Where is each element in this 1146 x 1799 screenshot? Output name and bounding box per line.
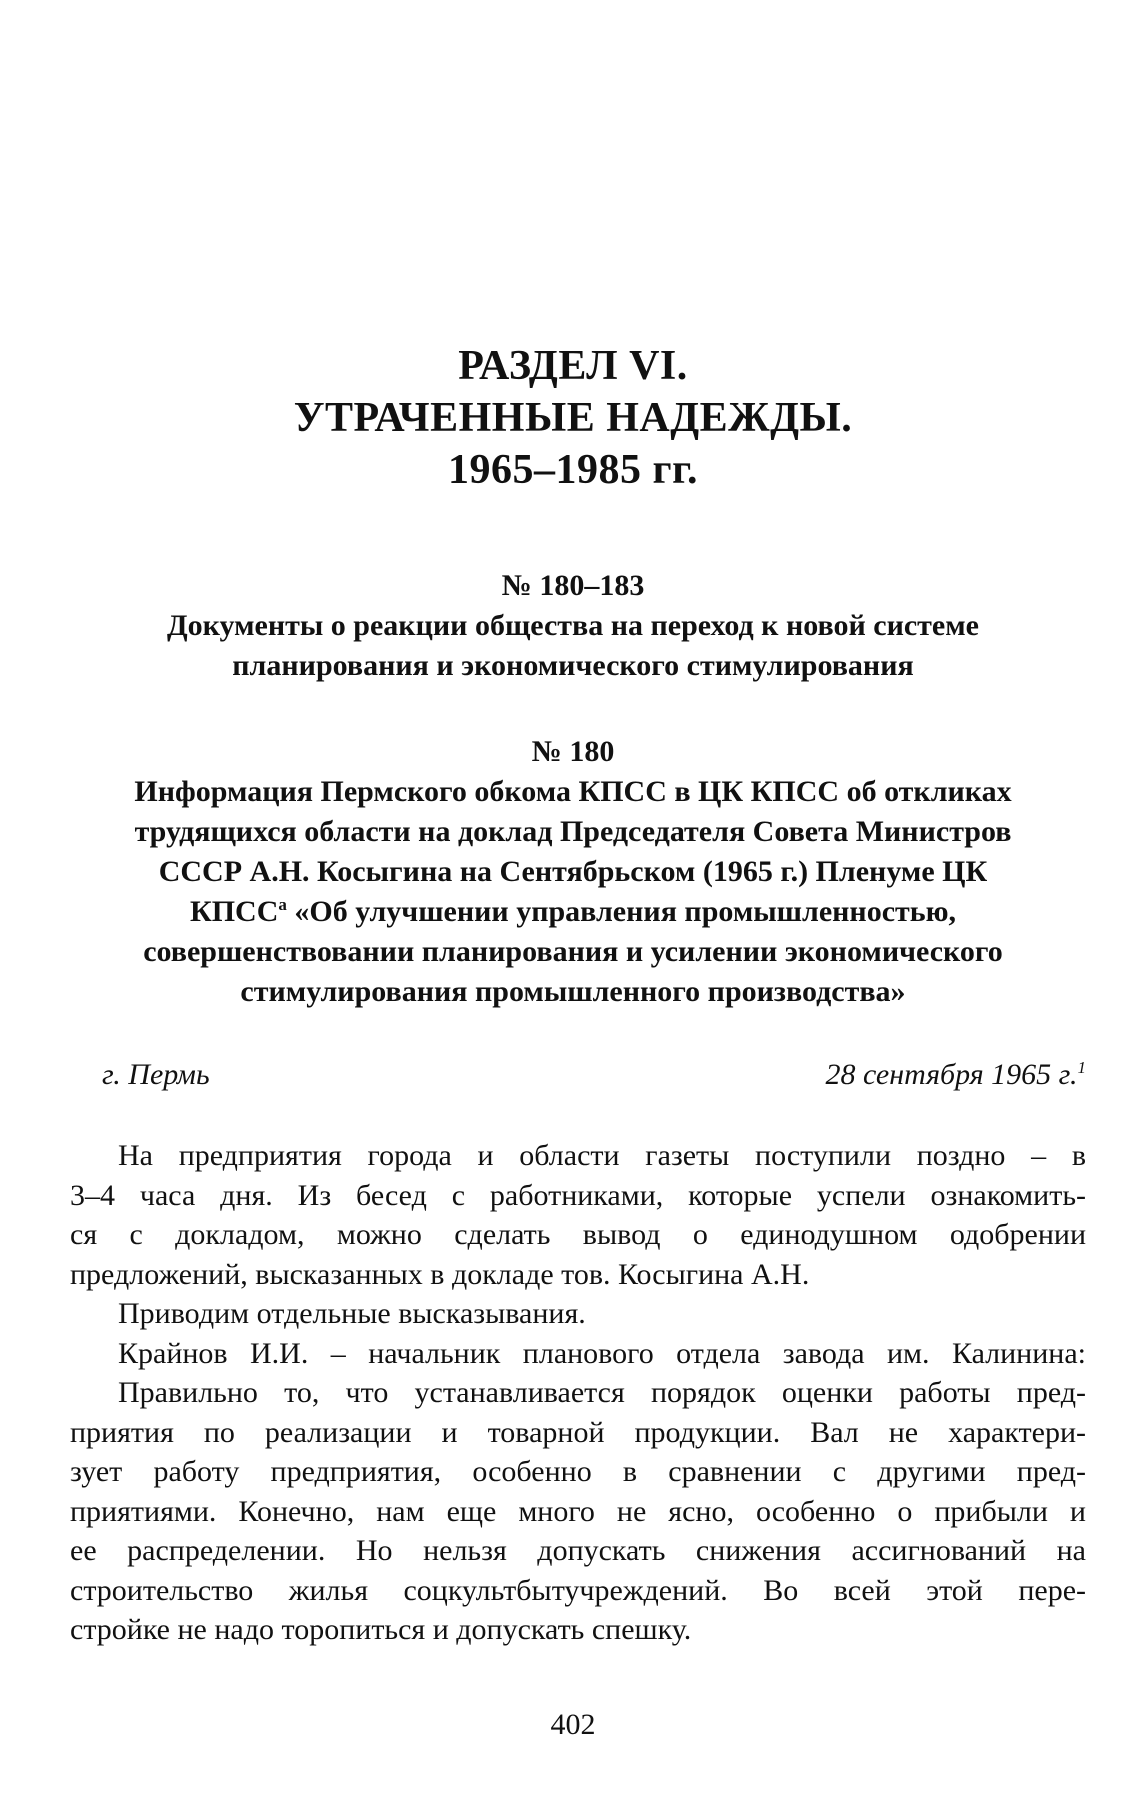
footnote-marker: 1 [1077, 1058, 1086, 1077]
place-and-date [102, 1055, 1086, 1095]
body-text [70, 1136, 1086, 1650]
date [825, 1055, 1086, 1095]
body-line: предложений, высказанных в докладе тов. Косыгина А.Н. [70, 1257, 810, 1291]
body-line: приятия по реализации и товарной продукции. Вал не характери- [70, 1415, 1086, 1449]
document-title-line: стимулирования промышленного производства» [240, 975, 906, 1008]
body-line: Приводим отдельные высказывания. [118, 1297, 586, 1330]
document-number: № 180 [531, 735, 615, 768]
body-line: 3–4 часа дня. Из бесед с работниками, которые успели ознакомить- [70, 1178, 1086, 1212]
group-title-line: планирования и экономического стимулирования [232, 649, 914, 682]
document-title-fragment: КПСС [189, 895, 279, 928]
body-line: стройке не надо торопиться и допускать спешку. [70, 1613, 692, 1646]
footnote-marker: а [278, 895, 287, 914]
section-heading-line: 1965–1985 гг. [448, 447, 698, 493]
body-line: На предприятия города и области газеты поступили поздно – в [118, 1139, 1086, 1172]
document-title-fragment: «Об улучшении управления промышленностью, [286, 895, 957, 928]
document-title-line: СССР А.Н. Косыгина на Сентябрьском (1965 г.) Пленуме ЦК [158, 855, 988, 888]
document-title-line: совершенствовании планирования и усилении экономического [143, 935, 1003, 968]
body-line: строительство жилья соцкультбытучреждений. Во всей этой пере- [70, 1573, 1086, 1607]
body-line: зует работу предприятия, особенно в сравнении с другими пред- [70, 1455, 1086, 1488]
document-heading [60, 732, 1086, 1012]
body-line: ее распределении. Но нельзя допускать снижения ассигнований на [70, 1534, 1086, 1567]
document-group-heading [70, 566, 1076, 686]
date-text: 28 сентября 1965 г. [825, 1058, 1078, 1091]
document-title-line [60, 892, 1086, 932]
section-heading [0, 340, 1146, 496]
body-line: приятиями. Конечно, нам еще много не ясно, особенно о прибыли и [70, 1494, 1086, 1528]
body-line: Правильно то, что устанавливается порядок оценки работы пред- [118, 1376, 1086, 1409]
body-line: ся с докладом, можно сделать вывод о единодушном одобрении [70, 1218, 1086, 1251]
document-title-line: Информация Пермского обкома КПСС в ЦК КПСС об откликах [134, 775, 1012, 808]
section-heading-line: УТРАЧЕННЫЕ НАДЕЖДЫ. [293, 395, 853, 441]
group-number: № 180–183 [501, 569, 645, 602]
group-title-line: Документы о реакции общества на переход к новой системе [167, 609, 979, 642]
section-heading-line: РАЗДЕЛ VI. [458, 343, 688, 389]
body-line: Крайнов И.И. – начальник планового отдела завода им. Калинина: [118, 1336, 1086, 1370]
page-number: 402 [550, 1708, 596, 1741]
place: г. Пермь [102, 1058, 210, 1091]
document-title-line: трудящихся области на доклад Председателя Совета Министров [134, 815, 1012, 848]
